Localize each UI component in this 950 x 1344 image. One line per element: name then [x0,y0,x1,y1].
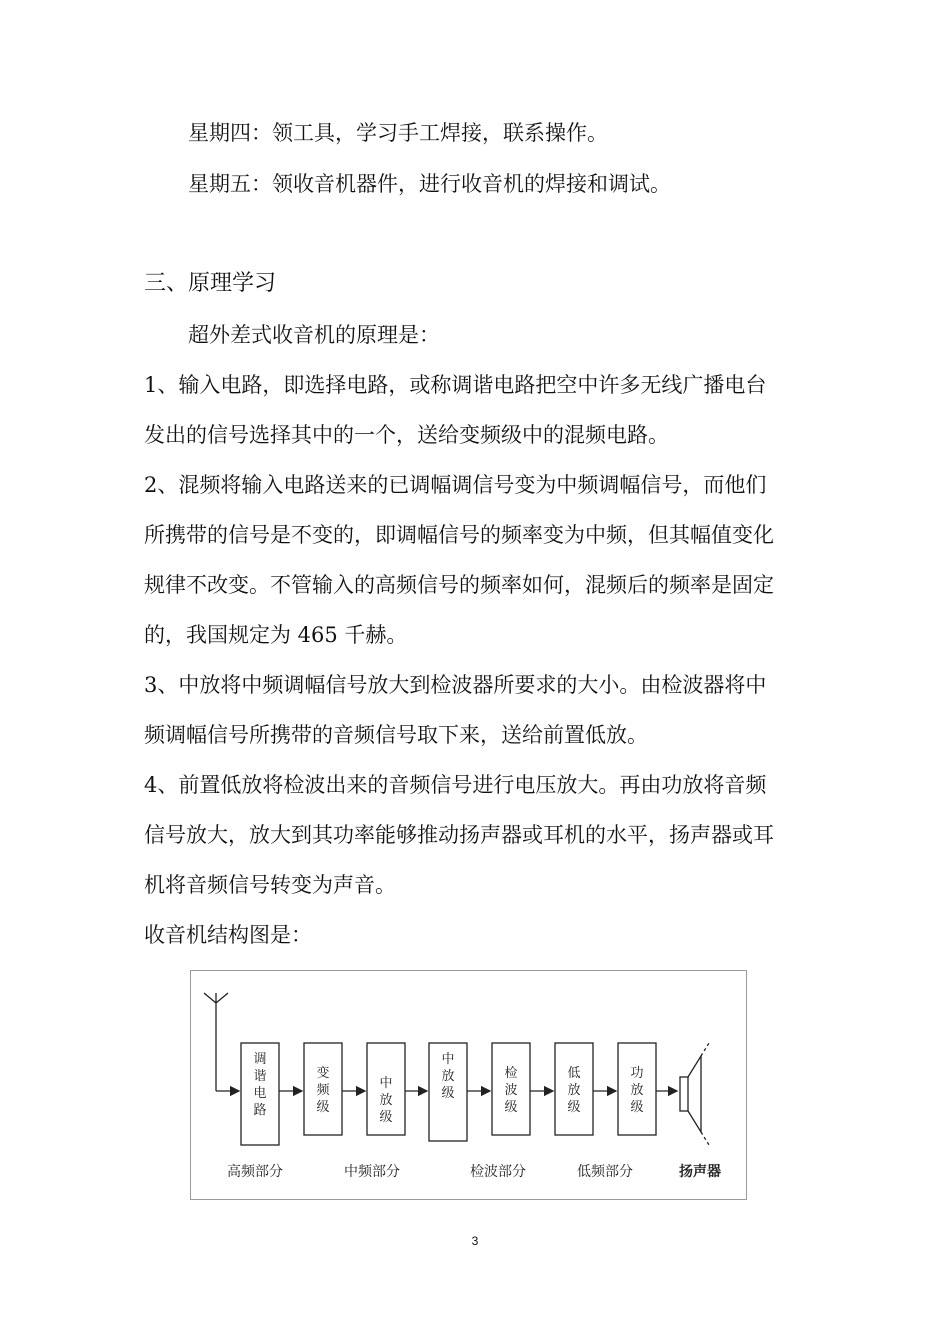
block-label-power-amp: 功放级 [630,1066,644,1115]
paragraph-line: 收音机结构图是： [144,923,312,947]
page-number: 3 [471,1234,479,1248]
block-label-detector: 检波级 [504,1066,518,1115]
block-label-tuning: 调谐电路 [253,1052,267,1118]
section-label-if: 中频部分 [344,1164,400,1180]
section-label-hf: 高频部分 [227,1164,283,1180]
paragraph-line: 发出的信号选择其中的一个，送给变频级中的混频电路。 [144,423,669,447]
section-label-lf: 低频部分 [577,1164,633,1180]
paragraph-line: 规律不改变。不管输入的高频信号的频率如何，混频后的频率是固定 [144,573,774,597]
paragraph-line: 信号放大，放大到其功率能够推动扬声器或耳机的水平，扬声器或耳 [144,823,774,847]
paragraph-line: 所携带的信号是不变的，即调幅信号的频率变为中频，但其幅值变化 [144,523,774,547]
paragraph-line: 2、混频将输入电路送来的已调幅调信号变为中频调幅信号，而他们 [144,473,767,497]
section-intro: 超外差式收音机的原理是： [188,323,440,347]
antenna-icon [204,993,239,1091]
schedule-thursday: 星期四：领工具，学习手工焊接，联系操作。 [188,121,608,145]
speaker-icon [680,1043,709,1145]
section-label-detect: 检波部分 [470,1164,526,1180]
paragraph-line: 3、中放将中频调幅信号放大到检波器所要求的大小。由检波器将中 [144,673,767,697]
paragraph-line: 频调幅信号所携带的音频信号取下来，送给前置低放。 [144,723,648,747]
paragraph-line: 4、前置低放将检波出来的音频信号进行电压放大。再由功放将音频 [144,773,767,797]
block-label-mixer: 变频级 [316,1066,330,1115]
block-label-preamp: 低放级 [567,1066,581,1115]
paragraph-line: 机将音频信号转变为声音。 [144,873,396,897]
block-label-if-amp-1: 中放级 [379,1076,393,1125]
schedule-friday: 星期五：领收音机器件，进行收音机的焊接和调试。 [188,172,671,196]
section-label-speaker: 扬声器 [679,1164,721,1180]
paragraph-line: 的，我国规定为 465 千赫。 [144,623,408,647]
radio-block-diagram [190,970,747,1200]
paragraph-line: 1、输入电路，即选择电路，或称调谐电路把空中许多无线广播电台 [144,373,767,397]
block-label-if-amp-2: 中放级 [441,1052,455,1101]
section-heading: 三、原理学习 [144,271,277,296]
